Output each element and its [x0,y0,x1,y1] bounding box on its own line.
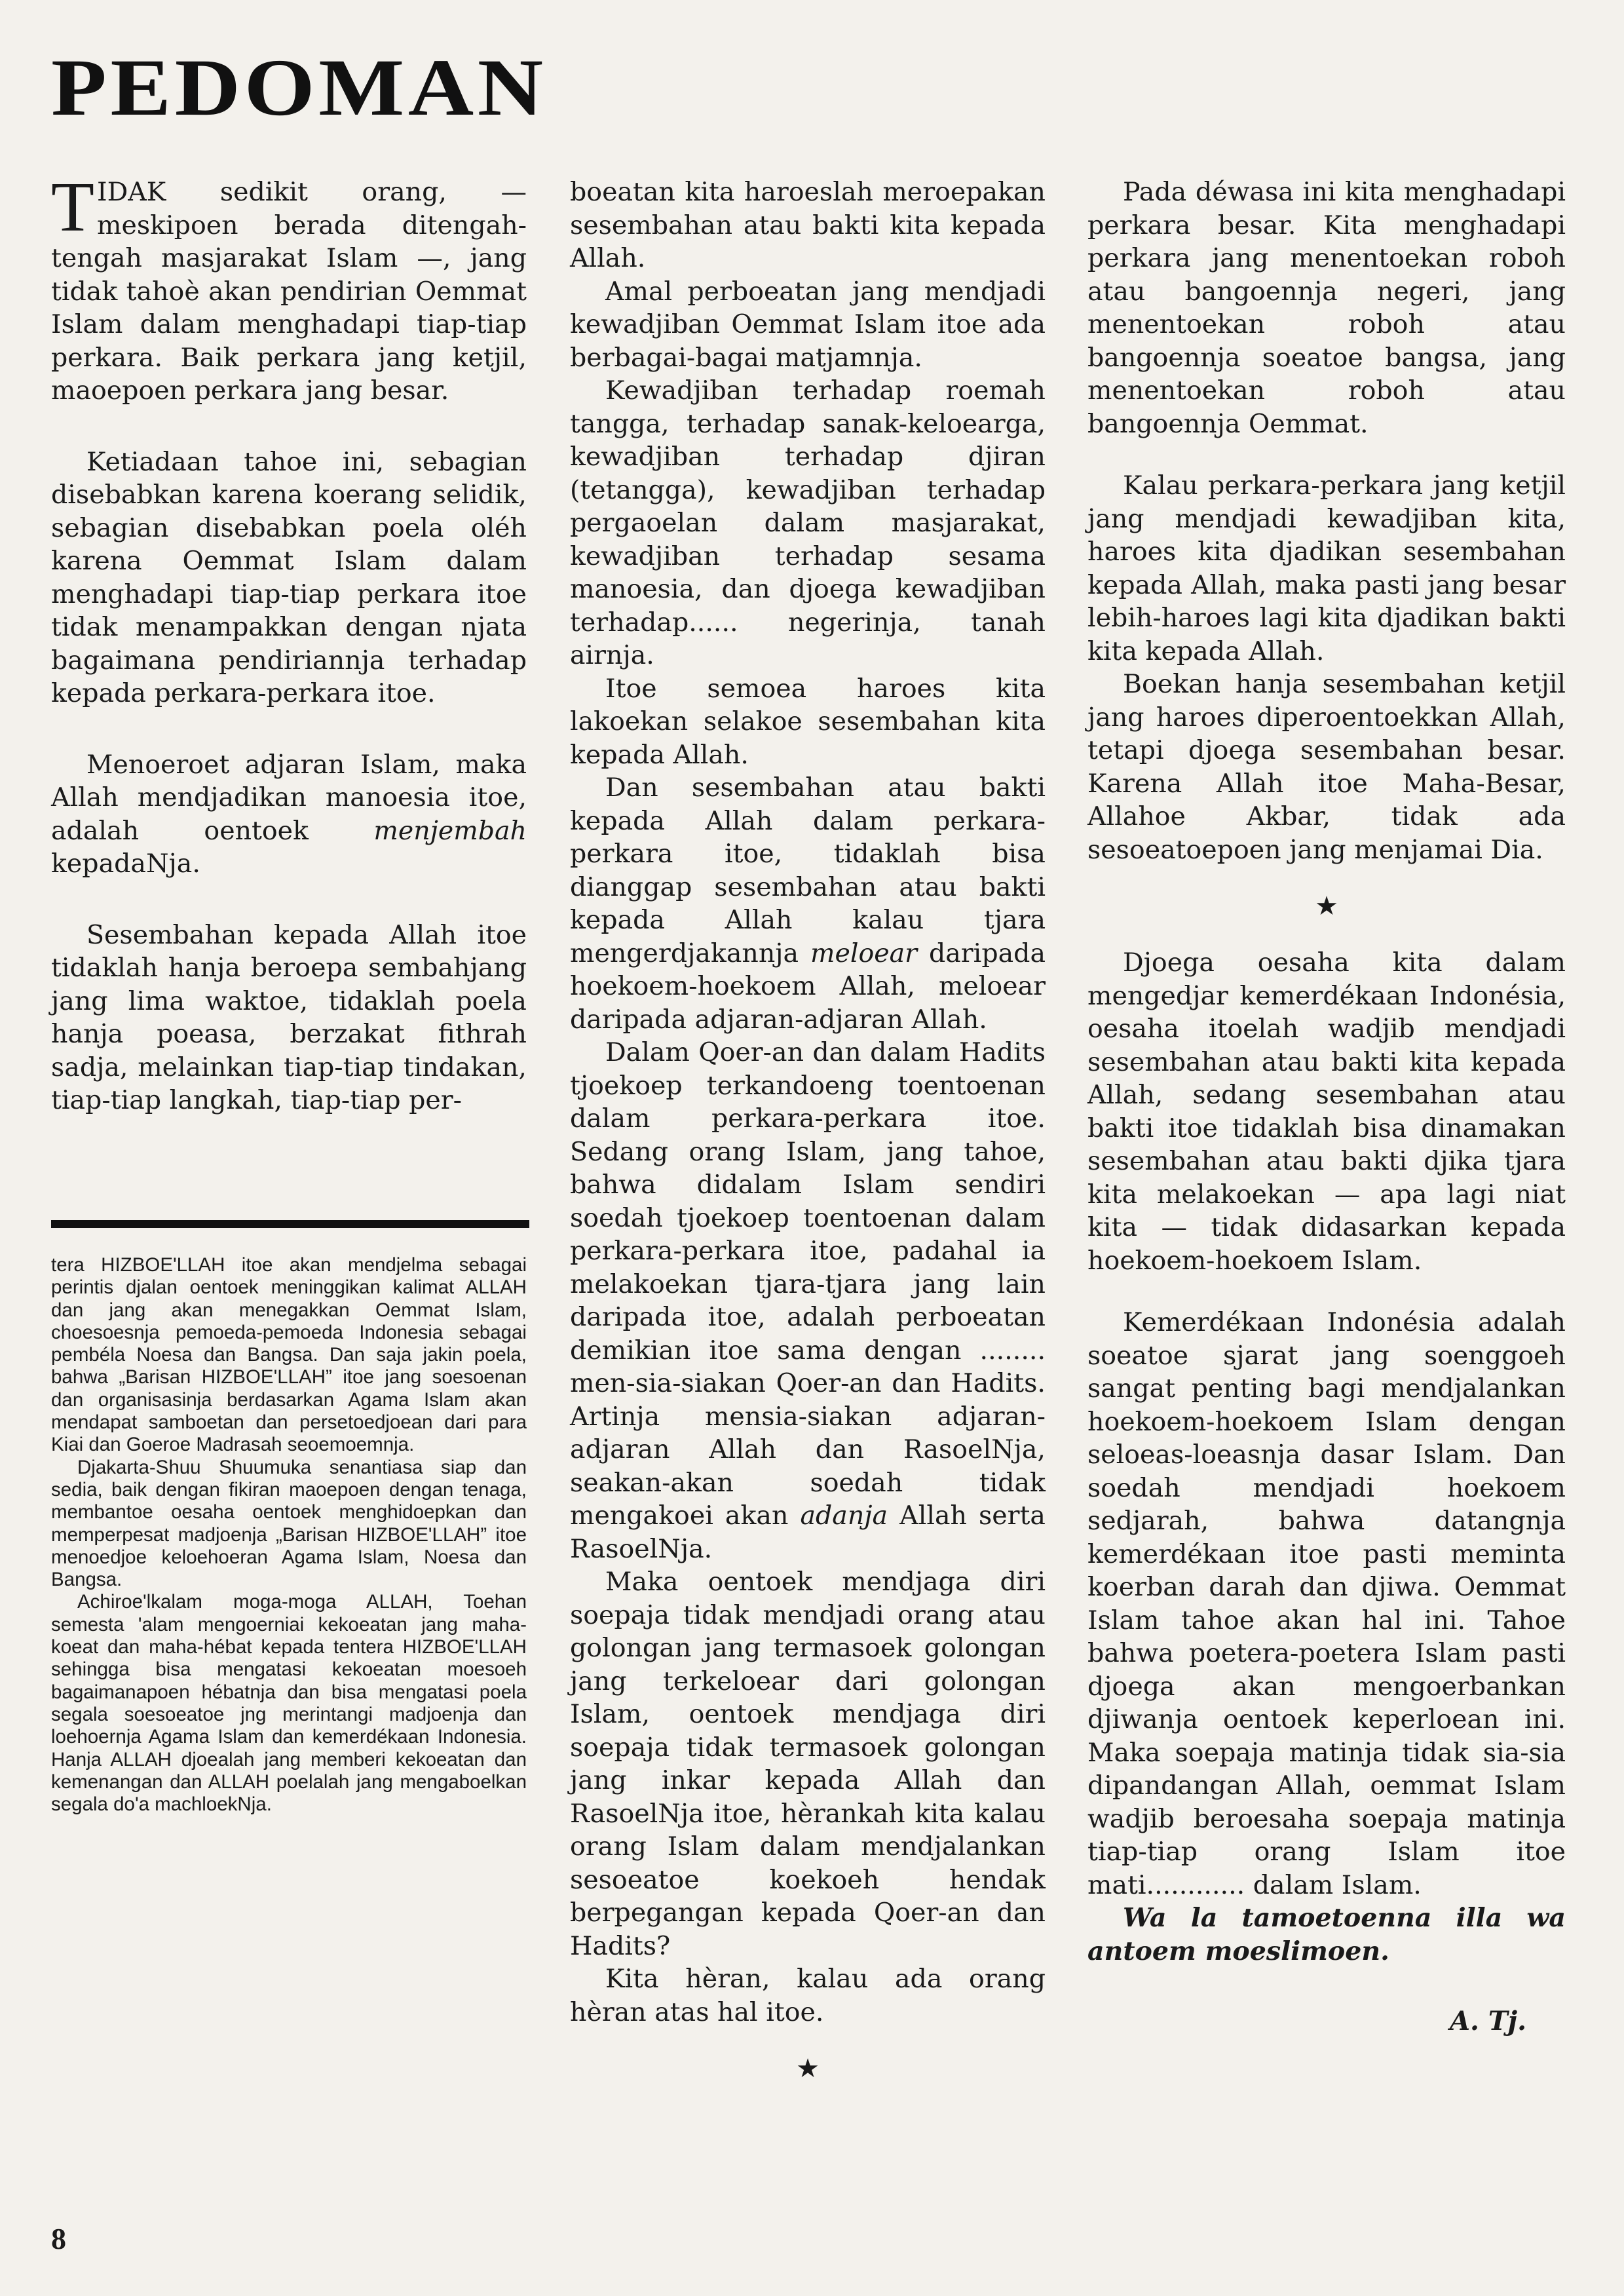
paragraph: Maka oentoek mendjaga diri soepaja tidak mendjadi orang atau golongan jang termasoek golongan jang terkeloear dari golongan Islam, oentoek mendjaga diri soepaja tidak termasoek golongan jang inkar kepada Allah dan RasoelNja itoe, hèrankah kita kalau orang Islam dalam mendjalankan sesoeatoe koekoeh hendak berpegangan kepada Qoer-an dan Hadits? [570,1567,1046,1961]
paragraph: Kewadjiban terhadap roemah tangga, terhadap sanak-keloearga, kewadjiban terhadap djiran (tetangga), kewadjiban terhadap pergaoelan dalam masjarakat, kewadjiban terhadap sesama manoesia, dan djoega kewadjiban terhadap...... negerinja, tanah airnja. [570,375,1046,670]
paragraph [570,1036,1046,1565]
emphasis: meloear [810,938,918,968]
paragraph [51,168,527,408]
paragraph: Djoega oesaha kita dalam mengedjar kemerdékaan Indonésia, oesaha itoelah wadjib mendjadi sesembahan atau bakti kita kepada Allah, sedang sesembahan atau bakti itoe tidaklah bisa dinamakan sesembahan atau bakti djika tjara kita melakoekan — apa lagi niat kita — tidak didasarkan kepada hoekoem-hoekoem Islam. [1087,947,1566,1276]
star-separator-icon: ★ [796,2054,820,2084]
emphasis: adanja [800,1501,888,1531]
drop-cap: T [51,168,94,246]
page-number: 8 [51,2222,66,2255]
paragraph [51,748,527,881]
paragraph: Sesembahan kepada Allah itoe tidaklah hanja beroepa sembahjang jang lima waktoe, tidaklah poela hanja poeasa, berzakat fithrah sadja, melainkan tiap-tiap tindakan, tiap-tiap langkah, tiap-tiap per- [51,919,527,1115]
author-signature: A. Tj. [1449,2006,1526,2037]
paragraph: Djakarta-Shuu Shuumuka senantiasa siap dan sedia, baik dengan fikiran maoepoen dengan tenaga, membantoe oesaha oentoek menghidoepkan dan memperpesat madjoenja „Barisan HIZBOE'LLAH” itoe menoedjoe keloehoeran Agama Islam, Noesa dan Bangsa. [51,1456,527,1591]
paragraph: Boekan hanja sesembahan ketjil jang haroes diperoentoekkan Allah, tetapi djoega sesembahan besar. Karena Allah itoe Maha-Besar, Allahoe Akbar, tidak ada sesoeatoepoen jang menjamai Dia. [1087,669,1566,865]
paragraph [570,771,1046,1036]
paragraph-text: Menoeroet adjaran Islam, maka Allah mendjadikan manoesia itoe, adalah oentoek [51,749,527,846]
column-2 [570,176,1046,2109]
paragraph: Kita hèran, kalau ada orang hèran atas hal itoe. [570,1964,1046,2027]
section-divider [51,1220,529,1228]
emphasis: menjembah [373,815,527,846]
paragraph: Kemerdékaan Indonésia adalah soeatoe sjarat jang soenggoeh sangat penting bagi mendjalankan hoekoem-hoekoem Islam dengan seloeas-loeasnja dasar Islam. Dan soedah mendjadi hoekoem sedjarah, bahwa datangnja kemerdékaan itoe pasti meminta koerban darah dan djiwa. Oemmat Islam tahoe akan hal ini. Tahoe bahwa poetera-poetera Islam pasti djoega akan mengoerbankan djiwanja oentoek keperloean ini. Maka soepaja matinja tidak sia-sia dipandangan Allah, oemmat Islam wadjib beroesaha soepaja matinja tiap-tiap orang Islam itoe mati............ dalam Islam. [1087,1307,1566,1900]
paragraph: Itoe semoea haroes kita lakoekan selakoe sesembahan kita kepada Allah. [570,673,1046,770]
star-separator-icon: ★ [1315,891,1338,921]
paragraph-text: kepadaNja. [51,849,200,879]
paragraph: Pada déwasa ini kita menghadapi perkara besar. Kita menghadapi perkara jang menentoekan roboh atau bangoennja negeri, jang menentoekan roboh atau bangoennja soeatoe bangsa, jang menentoekan roboh atau bangoennja Oemmat. [1087,177,1566,439]
paragraph: Amal perboeatan jang mendjadi kewadjiban Oemmat Islam itoe ada berbagai-bagai matjamnja. [570,276,1046,373]
paragraph: Kalau perkara-perkara jang ketjil jang mendjadi kewadjiban kita, haroes kita djadikan sesembahan kepada Allah, maka pasti jang besar lebih-haroes lagi kita djadikan bakti kita kepada Allah. [1087,470,1566,666]
paragraph: tera HIZBOE'LLAH itoe akan mendjelma sebagai perintis djalan oentoek meninggikan kalimat ALLAH dan jang akan menegakkan Oemmat Islam, choesoesnja pemoeda-pemoeda Indonesia sebagai pembéla Noesa dan Bangsa. Dan saja jakin poela, bahwa „Barisan HIZBOE'LLAH” itoe jang soesoenan dan organisasinja berdasarkan Agama Islam akan mendapat samboetan dan persetoedjoean dari para Kiai dan Goeroe Madrasah seoemoemnja. [51,1254,527,1456]
paragraph-text: Dan sesembahan atau bakti kepada Allah dalam perkara-perkara itoe, tidaklah bisa dianggap sesembahan atau bakti kepada Allah kalau tjara mengerdjakannja [570,773,1046,968]
paragraph-text: Dalam Qoer-an dan dalam Hadits tjoekoep terkandoeng toentoenan dalam perkara-perkara itoe. Sedang orang Islam, jang tahoe, bahwa didalam Islam sendiri soedah tjoekoep toentoenan dalam perkara-perkara itoe, padahal ia melakoekan tjara-tjara jang lain daripada itoe, adalah perboeatan demikian itoe sama dengan ........ men-sia-siakan Qoer-an dan Hadits. Artinja mensia-siakan adjaran-adjaran Allah dan RasoelNja, seakan-akan soedah tidak mengakoei akan [570,1037,1046,1531]
column-1 [51,168,527,1117]
paragraph-text: daripada hoekoem-hoekoem Allah, meloear daripada adjaran-adjaran Allah. [570,938,1046,1035]
paragraph-text: Allah serta RasoelNja. [570,1501,1046,1564]
paragraph: Ketiadaan tahoe ini, sebagian disebabkan karena koerang selidik, sebagian disebabkan poela oléh karena Oemmat Islam dalam menghadapi tiap-tiap perkara itoe tidak menampakkan dengan njata bagaimana pendiriannja terhadap kepada perkara-perkara itoe. [51,446,527,708]
column-3 [1087,176,1566,2037]
closing-verse: Wa la tamoetoenna illa wa antoem moeslimoen. [1087,1903,1566,1966]
paragraph-text: IDAK sedikit orang, — meskipoen berada ditengah-tengah masjarakat Islam —, jang tidak tahoè akan pendirian Oemmat Islam dalam menghadapi tiap-tiap perkara. Baik perkara jang ketjil, maoepoen perkara jang besar. [51,177,527,406]
masthead-title: PEDOMAN [51,43,547,132]
paragraph: Achiroe'lkalam moga-moga ALLAH, Toehan semesta 'alam mengoerniai kekoeatan jang maha-koeat dan maha-hébat kepada tentera HIZBOE'LLAH sehingga bisa mengatasi kekoeatan moesoeh bagaimanapoen hébatnja dan bisa mengatasi poela segala soesoeatoe jng merintangi madjoenja dan loehoernja Agama Islam dan kemerdékaan Indonesia. Hanja ALLAH djoealah jang memberi kekoeatan dan kemenangan dan ALLAH poelalah jang mengaboelkan segala do'a machloekNja. [51,1591,527,1816]
continued-article [51,1254,527,1816]
paragraph: boeatan kita haroeslah meroepakan sesembahan atau bakti kita kepada Allah. [570,177,1046,273]
